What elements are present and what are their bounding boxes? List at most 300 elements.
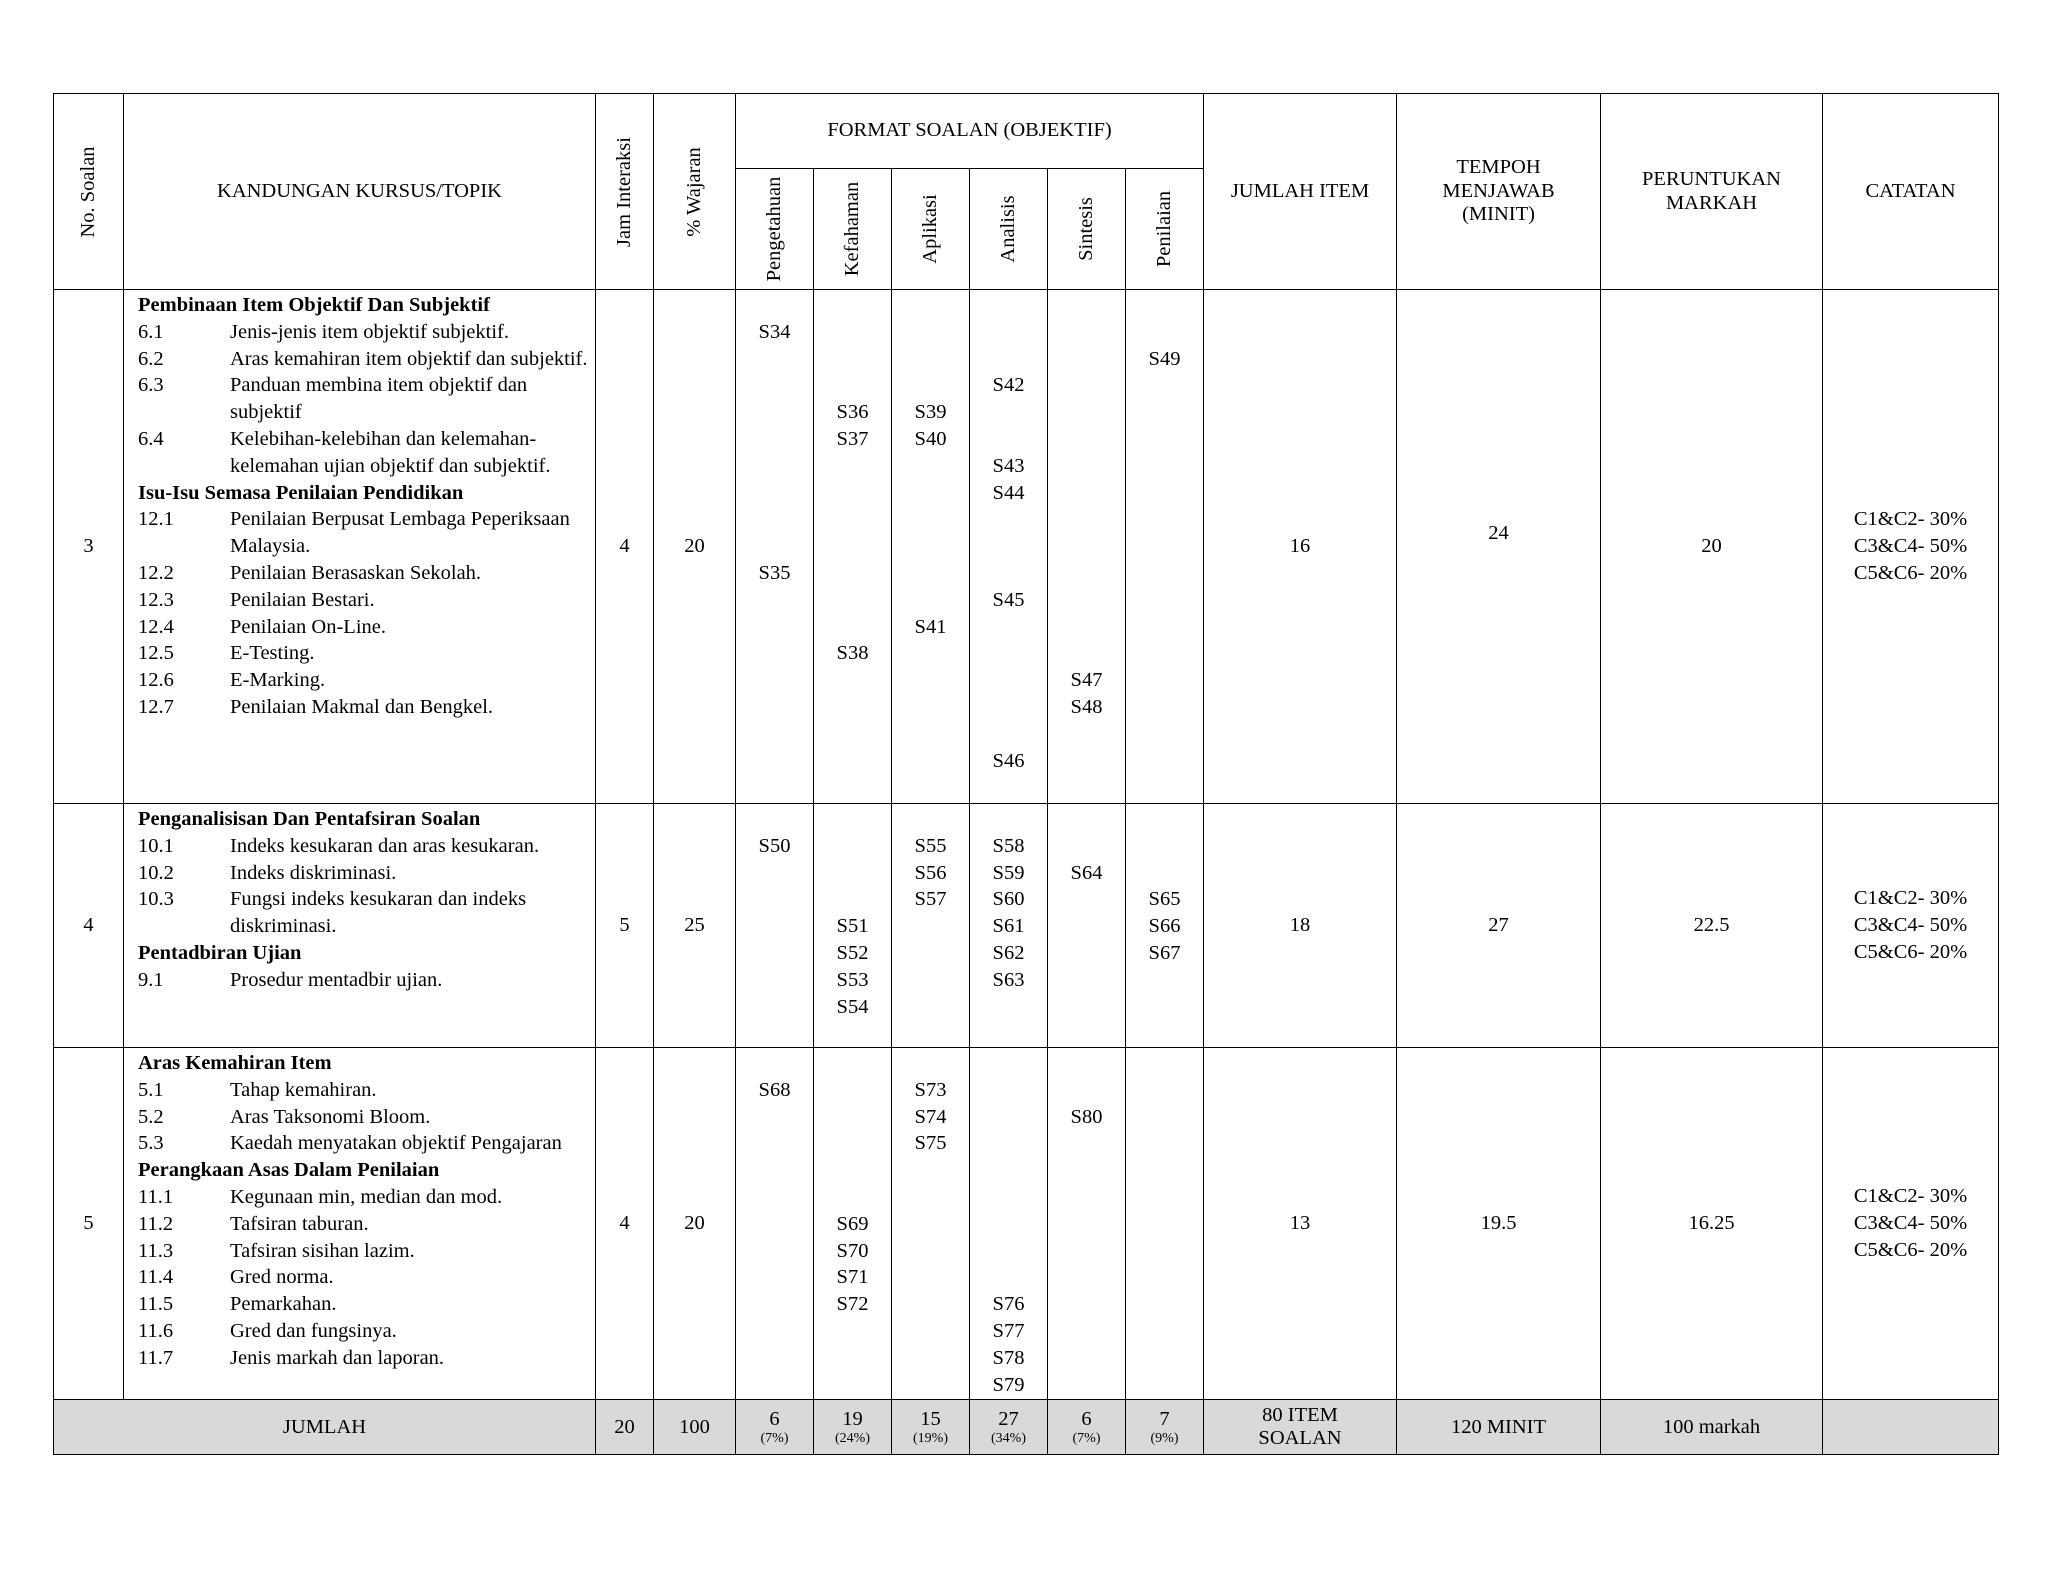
- total-level: 27 (34%): [970, 1400, 1048, 1455]
- topic-heading: Aras Kemahiran Item: [138, 1052, 332, 1074]
- row-level-codes: [1048, 290, 1126, 804]
- topic-heading: Perangkaan Asas Dalam Penilaian: [138, 1159, 440, 1182]
- catatan-line: C1&C2- 30%: [1853, 508, 1968, 531]
- question-code: [1048, 426, 1125, 453]
- topic-text: Fungsi indeks kesukaran dan indeks diskriminasi.: [230, 888, 527, 938]
- question-code: [970, 426, 1047, 453]
- topic-number: 12.2: [138, 561, 174, 584]
- question-code: [1126, 860, 1203, 887]
- question-code: S74: [914, 1105, 947, 1128]
- question-code: [970, 1264, 1047, 1291]
- row-topics: [124, 804, 596, 1048]
- topic-item: [138, 1345, 589, 1372]
- question-code: S56: [914, 861, 947, 884]
- row-level-codes: [1126, 290, 1204, 804]
- topic-item: [138, 886, 589, 940]
- topic-number: 5.3: [138, 1132, 164, 1155]
- question-code: [1048, 453, 1125, 480]
- question-code: S40: [914, 427, 947, 450]
- question-code: [970, 533, 1047, 560]
- topic-number: 11.3: [138, 1239, 174, 1262]
- topic-text: Penilaian Makmal dan Bengkel.: [230, 695, 494, 718]
- topic-number: 12.5: [138, 642, 174, 665]
- question-code: S79: [992, 1373, 1025, 1396]
- topic-text: Kaedah menyatakan objektif Pengajaran: [230, 1132, 562, 1155]
- row-level-codes: [1126, 804, 1204, 1048]
- topic-text: Panduan membina item objektif dan subjektif: [230, 374, 528, 424]
- question-code: [892, 480, 969, 507]
- question-code: [814, 587, 891, 614]
- table-row: [54, 1048, 1999, 1400]
- question-code: [814, 806, 891, 833]
- row-level-codes: [892, 290, 970, 804]
- catatan-line: C5&C6- 20%: [1853, 940, 1968, 963]
- topic-number: 11.7: [138, 1346, 174, 1369]
- question-code: [970, 667, 1047, 694]
- topic-item: [138, 1291, 589, 1318]
- question-code: [736, 372, 813, 399]
- topic-text: Pemarkahan.: [230, 1293, 337, 1316]
- topic-heading: Pembinaan Item Objektif Dan Subjektif: [138, 294, 490, 316]
- header-jumlah-item: JUMLAH ITEM: [1204, 94, 1397, 290]
- question-code: S38: [836, 642, 869, 665]
- topic-heading: Penganalisisan Dan Pentafsiran Soalan: [138, 808, 481, 830]
- row-level-codes: [1126, 1048, 1204, 1400]
- specification-table: [53, 93, 1999, 1455]
- row-catatan: [1823, 1048, 1999, 1400]
- topic-item: [138, 1238, 589, 1265]
- question-code: [814, 372, 891, 399]
- topic-text: Penilaian Bestari.: [230, 588, 375, 611]
- question-code: [814, 614, 891, 641]
- topic-number: 12.4: [138, 615, 174, 638]
- row-peruntukan: 16.25: [1601, 1048, 1823, 1400]
- question-code: [814, 1050, 891, 1077]
- question-code: [736, 292, 813, 319]
- topic-number: 6.4: [138, 427, 164, 450]
- row-level-codes: [1048, 804, 1126, 1048]
- row-jumlah-item: 16: [1204, 290, 1397, 804]
- topic-text: E-Testing.: [230, 642, 315, 665]
- question-code: S80: [1070, 1105, 1103, 1128]
- question-code: S43: [992, 454, 1025, 477]
- question-code: [814, 506, 891, 533]
- question-code: [892, 587, 969, 614]
- question-code: S51: [836, 915, 869, 938]
- question-code: [1048, 1050, 1125, 1077]
- question-code: [892, 533, 969, 560]
- question-code: S37: [836, 427, 869, 450]
- topic-text: Gred norma.: [230, 1266, 334, 1289]
- topic-text: Tahap kemahiran.: [230, 1078, 377, 1101]
- row-tempoh: 27: [1397, 804, 1601, 1048]
- question-code: S68: [758, 1078, 791, 1101]
- question-code: S44: [992, 481, 1025, 504]
- question-code: S59: [992, 861, 1025, 884]
- catatan-line: C1&C2- 30%: [1853, 887, 1968, 910]
- topic-item: [138, 319, 589, 346]
- question-code: [814, 292, 891, 319]
- topic-item: [138, 560, 589, 587]
- question-code: [970, 721, 1047, 748]
- row-wajaran: 25: [654, 804, 736, 1048]
- topic-text: Kegunaan min, median dan mod.: [230, 1185, 503, 1208]
- question-code: [814, 346, 891, 373]
- row-tempoh: 24: [1397, 290, 1601, 804]
- question-code: S55: [914, 834, 947, 857]
- question-code: [970, 1104, 1047, 1131]
- topic-text: Aras kemahiran item objektif dan subjektif.: [230, 347, 588, 370]
- question-code: [970, 506, 1047, 533]
- question-code: S42: [992, 374, 1025, 397]
- question-code: [970, 694, 1047, 721]
- question-code: S65: [1148, 888, 1181, 911]
- question-code: [814, 1104, 891, 1131]
- topic-text: Penilaian Berasaskan Sekolah.: [230, 561, 482, 584]
- row-wajaran: 20: [654, 1048, 736, 1400]
- question-code: [736, 480, 813, 507]
- header-kandungan: KANDUNGAN KURSUS/TOPIK: [124, 94, 596, 290]
- question-code: [736, 453, 813, 480]
- question-code: [1048, 587, 1125, 614]
- question-code: [1048, 560, 1125, 587]
- total-jumlah-item: 80 ITEM SOALAN: [1204, 1400, 1397, 1455]
- topic-number: 11.5: [138, 1293, 174, 1316]
- question-code: S47: [1070, 669, 1103, 692]
- question-code: [970, 614, 1047, 641]
- question-code: [970, 1238, 1047, 1265]
- question-code: [970, 1050, 1047, 1077]
- header-peruntukan: PERUNTUKAN MARKAH: [1601, 94, 1823, 290]
- topic-number: 10.3: [138, 888, 174, 911]
- question-code: [814, 886, 891, 913]
- question-code: [970, 319, 1047, 346]
- question-code: [892, 372, 969, 399]
- topic-number: 6.2: [138, 347, 164, 370]
- question-code: S61: [992, 915, 1025, 938]
- question-code: S45: [992, 588, 1025, 611]
- question-code: [970, 292, 1047, 319]
- question-code: S50: [758, 834, 791, 857]
- header-level: Kefahaman: [814, 169, 892, 290]
- question-code: [814, 1130, 891, 1157]
- topic-item: [138, 1211, 589, 1238]
- question-code: [892, 346, 969, 373]
- row-peruntukan: 20: [1601, 290, 1823, 804]
- catatan-line: C5&C6- 20%: [1853, 561, 1968, 584]
- question-code: [736, 1050, 813, 1077]
- topic-item: [138, 1264, 589, 1291]
- question-code: S67: [1148, 941, 1181, 964]
- topic-text: Tafsiran taburan.: [230, 1212, 369, 1235]
- topic-text: Prosedur mentadbir ujian.: [230, 968, 443, 991]
- total-level: 7 (9%): [1126, 1400, 1204, 1455]
- row-level-codes: [1048, 1048, 1126, 1400]
- question-code: [1048, 833, 1125, 860]
- topic-number: 11.6: [138, 1319, 174, 1342]
- question-code: S73: [914, 1078, 947, 1101]
- header-tempoh: TEMPOH MENJAWAB (MINIT): [1397, 94, 1601, 290]
- topic-number: 12.7: [138, 695, 174, 718]
- topic-text: E-Marking.: [230, 669, 326, 692]
- question-code: S58: [992, 834, 1025, 857]
- topic-item: [138, 860, 589, 887]
- question-code: S75: [914, 1132, 947, 1155]
- topic-text: Jenis-jenis item objektif subjektif.: [230, 320, 509, 343]
- question-code: S53: [836, 968, 869, 991]
- question-code: S70: [836, 1239, 869, 1262]
- topic-item: [138, 372, 589, 426]
- question-code: [736, 506, 813, 533]
- question-code: [970, 806, 1047, 833]
- row-catatan: [1823, 804, 1999, 1048]
- question-code: [814, 1157, 891, 1184]
- question-code: S72: [836, 1293, 869, 1316]
- topic-number: 11.1: [138, 1185, 174, 1208]
- question-code: [1048, 640, 1125, 667]
- question-code: S54: [836, 995, 869, 1018]
- topic-number: 12.6: [138, 669, 174, 692]
- row-level-codes: [892, 804, 970, 1048]
- row-no-soalan: 4: [54, 804, 124, 1048]
- table-body: [54, 290, 1999, 1400]
- topic-number: 11.2: [138, 1212, 174, 1235]
- total-row: [54, 1400, 1999, 1455]
- row-jam-interaksi: 5: [596, 804, 654, 1048]
- question-code: [1126, 833, 1203, 860]
- catatan-line: C3&C4- 50%: [1853, 1212, 1968, 1235]
- question-code: [1126, 292, 1203, 319]
- topic-item: [138, 506, 589, 560]
- question-code: [970, 399, 1047, 426]
- topic-number: 6.3: [138, 374, 164, 397]
- row-level-codes: [736, 1048, 814, 1400]
- question-code: [1048, 480, 1125, 507]
- row-wajaran: 20: [654, 290, 736, 804]
- row-no-soalan: 3: [54, 290, 124, 804]
- header-jam-interaksi: Jam Interaksi: [596, 94, 654, 290]
- question-code: S46: [992, 749, 1025, 772]
- question-code: S49: [1148, 347, 1181, 370]
- topic-item: [138, 346, 589, 373]
- topic-number: 9.1: [138, 968, 164, 991]
- topic-text: Aras Taksonomi Bloom.: [230, 1105, 431, 1128]
- question-code: [814, 319, 891, 346]
- question-code: [736, 426, 813, 453]
- topic-item: [138, 1318, 589, 1345]
- table-row: [54, 804, 1999, 1048]
- question-code: S76: [992, 1293, 1025, 1316]
- topic-item: [138, 967, 589, 994]
- total-jam: 20: [596, 1400, 654, 1455]
- row-topics: [124, 1048, 596, 1400]
- row-level-codes: [736, 804, 814, 1048]
- topic-number: 5.1: [138, 1078, 164, 1101]
- row-topics: [124, 290, 596, 804]
- topic-text: Gred dan fungsinya.: [230, 1319, 397, 1342]
- table-row: [54, 290, 1999, 804]
- topic-number: 5.2: [138, 1105, 164, 1128]
- total-label: JUMLAH: [54, 1400, 596, 1455]
- question-code: [970, 1157, 1047, 1184]
- topic-number: 12.1: [138, 508, 174, 531]
- topic-item: [138, 1184, 589, 1211]
- question-code: [1048, 319, 1125, 346]
- question-code: [736, 806, 813, 833]
- topic-item: [138, 833, 589, 860]
- question-code: S41: [914, 615, 947, 638]
- question-code: [970, 346, 1047, 373]
- topic-text: Kelebihan-kelebihan dan kelemahan-kelemahan ujian objektif dan subjektif.: [230, 427, 551, 477]
- row-level-codes: [814, 1048, 892, 1400]
- topic-item: [138, 1077, 589, 1104]
- question-code: [814, 453, 891, 480]
- catatan-line: C5&C6- 20%: [1853, 1238, 1968, 1261]
- question-code: S52: [836, 941, 869, 964]
- question-code: [1126, 806, 1203, 833]
- question-code: [814, 833, 891, 860]
- question-code: [1048, 614, 1125, 641]
- topic-number: 11.4: [138, 1266, 174, 1289]
- topic-item: [138, 587, 589, 614]
- header-wajaran: % Wajaran: [654, 94, 736, 290]
- topic-text: Tafsiran sisihan lazim.: [230, 1239, 415, 1262]
- topic-item: [138, 614, 589, 641]
- question-code: S71: [836, 1266, 869, 1289]
- question-code: [736, 533, 813, 560]
- question-code: S36: [836, 401, 869, 424]
- row-jam-interaksi: 4: [596, 290, 654, 804]
- question-code: [1048, 806, 1125, 833]
- total-level: 6 (7%): [1048, 1400, 1126, 1455]
- header-row-top: [54, 94, 1999, 169]
- question-code: [814, 533, 891, 560]
- total-level: 15 (19%): [892, 1400, 970, 1455]
- question-code: [892, 1050, 969, 1077]
- total-peruntukan: 100 markah: [1601, 1400, 1823, 1455]
- question-code: S66: [1148, 915, 1181, 938]
- question-code: S57: [914, 888, 947, 911]
- row-jumlah-item: 18: [1204, 804, 1397, 1048]
- catatan-line: C3&C4- 50%: [1853, 914, 1968, 937]
- row-no-soalan: 5: [54, 1048, 124, 1400]
- question-code: [970, 1130, 1047, 1157]
- header-format-soalan: FORMAT SOALAN (OBJEKTIF): [736, 94, 1204, 169]
- total-catatan: [1823, 1400, 1999, 1455]
- row-level-codes: [892, 1048, 970, 1400]
- question-code: S63: [992, 968, 1025, 991]
- topic-heading: Isu-Isu Semasa Penilaian Pendidikan: [138, 481, 464, 504]
- question-code: [1126, 319, 1203, 346]
- total-wajaran: 100: [654, 1400, 736, 1455]
- question-code: [970, 560, 1047, 587]
- topic-text: Jenis markah dan laporan.: [230, 1346, 445, 1369]
- topic-heading: Pentadbiran Ujian: [138, 941, 302, 964]
- header-level: Sintesis: [1048, 169, 1126, 290]
- header-catatan: CATATAN: [1823, 94, 1999, 290]
- topic-text: Indeks diskriminasi.: [230, 861, 397, 884]
- question-code: [1048, 506, 1125, 533]
- topic-number: 12.3: [138, 588, 174, 611]
- question-code: [892, 292, 969, 319]
- topic-item: [138, 667, 589, 694]
- catatan-line: C3&C4- 50%: [1853, 535, 1968, 558]
- row-jumlah-item: 13: [1204, 1048, 1397, 1400]
- total-level: 6 (7%): [736, 1400, 814, 1455]
- question-code: [970, 1211, 1047, 1238]
- question-code: S62: [992, 941, 1025, 964]
- topic-number: 10.1: [138, 834, 174, 857]
- row-peruntukan: 22.5: [1601, 804, 1823, 1048]
- question-code: [1048, 372, 1125, 399]
- row-level-codes: [970, 1048, 1048, 1400]
- total-tempoh: 120 MINIT: [1397, 1400, 1601, 1455]
- topic-number: 6.1: [138, 320, 164, 343]
- topic-item: [138, 426, 589, 480]
- row-level-codes: [736, 290, 814, 804]
- topic-item: [138, 1130, 589, 1157]
- question-code: S34: [758, 320, 791, 343]
- topic-text: Penilaian On-Line.: [230, 615, 386, 638]
- question-code: [970, 1184, 1047, 1211]
- question-code: [736, 399, 813, 426]
- row-level-codes: [814, 804, 892, 1048]
- question-code: [814, 1184, 891, 1211]
- question-code: [970, 1077, 1047, 1104]
- question-code: S64: [1070, 861, 1103, 884]
- question-code: [814, 1077, 891, 1104]
- row-catatan: [1823, 290, 1999, 804]
- question-code: [1048, 292, 1125, 319]
- header-level: Penilaian: [1126, 169, 1204, 290]
- question-code: [736, 346, 813, 373]
- question-code: [1048, 399, 1125, 426]
- row-level-codes: [814, 290, 892, 804]
- row-tempoh: 19.5: [1397, 1048, 1601, 1400]
- question-code: [892, 560, 969, 587]
- question-code: [892, 453, 969, 480]
- topic-text: Indeks kesukaran dan aras kesukaran.: [230, 834, 540, 857]
- question-code: [892, 319, 969, 346]
- question-code: [814, 860, 891, 887]
- question-code: S69: [836, 1212, 869, 1235]
- header-level: Pengetahuan: [736, 169, 814, 290]
- question-code: S35: [758, 561, 791, 584]
- question-code: S48: [1070, 695, 1103, 718]
- row-jam-interaksi: 4: [596, 1048, 654, 1400]
- question-code: [892, 806, 969, 833]
- row-level-codes: [970, 290, 1048, 804]
- header-no-soalan: No. Soalan: [54, 94, 124, 290]
- topic-text: Penilaian Berpusat Lembaga Peperiksaan Malaysia.: [230, 508, 570, 558]
- question-code: [814, 560, 891, 587]
- question-code: S39: [914, 401, 947, 424]
- catatan-line: C1&C2- 30%: [1853, 1185, 1968, 1208]
- total-level: 19 (24%): [814, 1400, 892, 1455]
- topic-item: [138, 1104, 589, 1131]
- question-code: S77: [992, 1319, 1025, 1342]
- question-code: S78: [992, 1346, 1025, 1369]
- question-code: S60: [992, 888, 1025, 911]
- topic-item: [138, 640, 589, 667]
- row-level-codes: [970, 804, 1048, 1048]
- question-code: [1048, 1077, 1125, 1104]
- question-code: [892, 506, 969, 533]
- question-code: [970, 640, 1047, 667]
- question-code: [814, 480, 891, 507]
- header-level: Aplikasi: [892, 169, 970, 290]
- question-code: [1048, 346, 1125, 373]
